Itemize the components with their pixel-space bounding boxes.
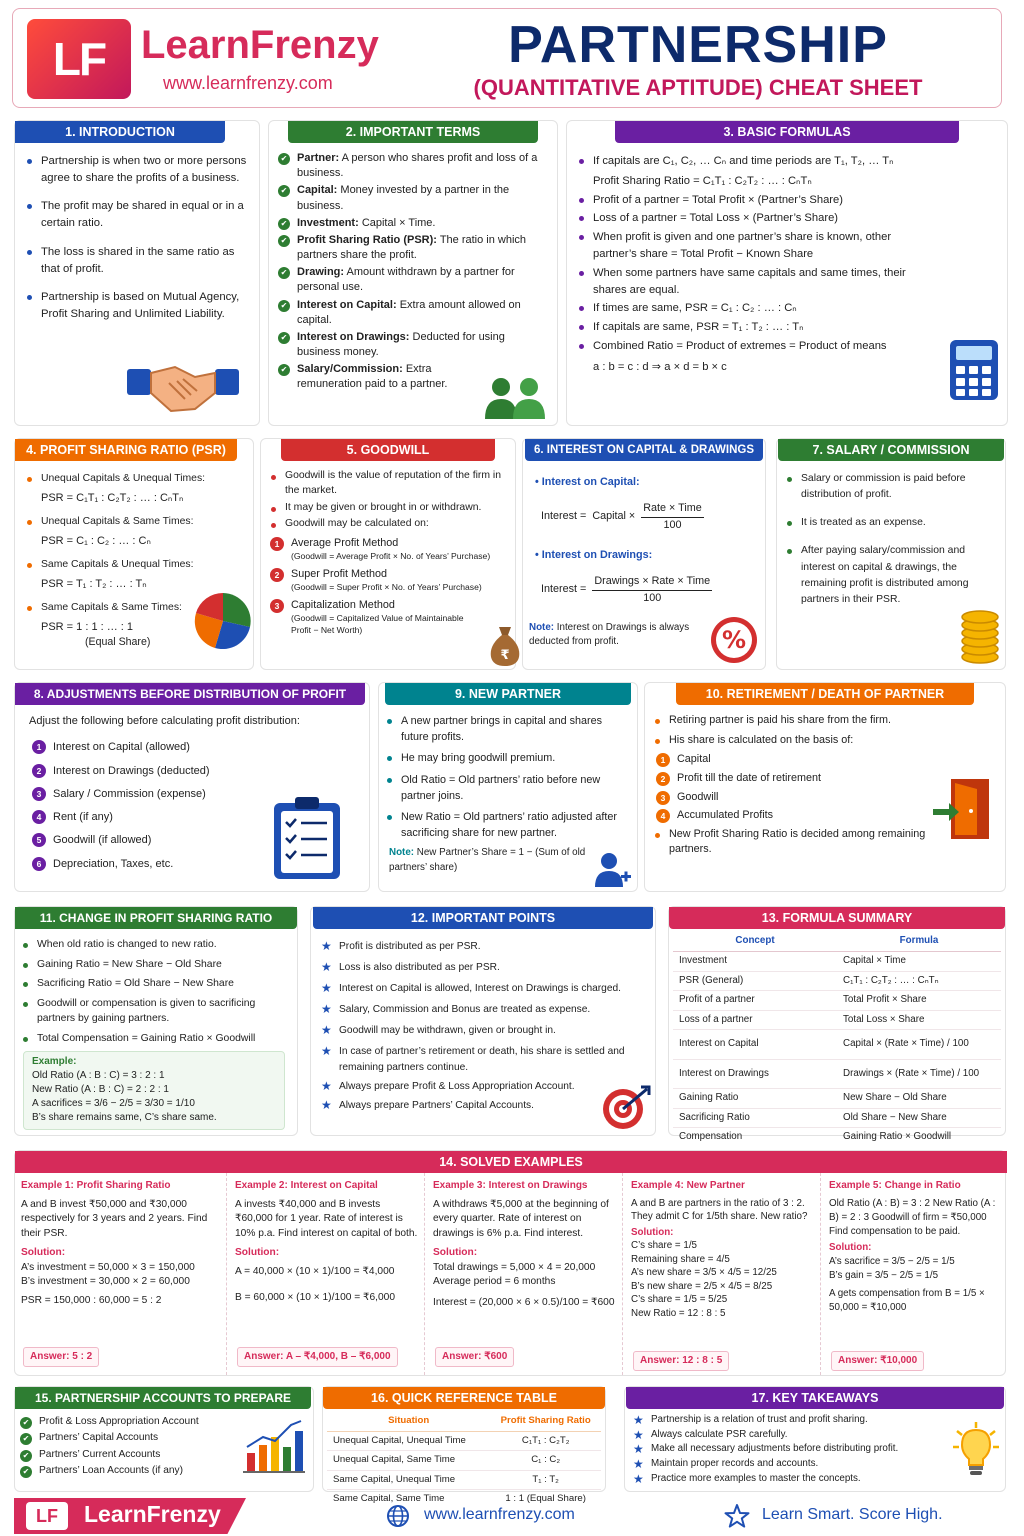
section-title: 12. IMPORTANT POINTS (313, 907, 653, 929)
footer (14, 1498, 1010, 1534)
list-item: The profit may be shared in equal or in a certain ratio. (19, 198, 251, 231)
section-key-takeaways (624, 1386, 1006, 1492)
list-item: Total Compensation = Gaining Ratio × Goodwill (15, 1031, 291, 1047)
logo-text: LF (52, 33, 106, 85)
section-title: 17. KEY TAKEAWAYS (626, 1387, 1004, 1409)
adjustment-item: 2 Interest on Drawings (deducted) (29, 763, 361, 779)
formula-item: Profit of a partner = Total Profit × (Partner’s Share) (571, 192, 931, 209)
table-header: Situation (327, 1411, 490, 1432)
takeaway-item: ★ Make all necessary adjustments before distributing profit. (629, 1442, 945, 1456)
table-header: Concept (673, 931, 837, 952)
lightbulb-icon (953, 1421, 999, 1477)
list-item: After paying salary/commission and interest on capital & drawings, the remaining profit is distributed among partners in their PSR. (779, 543, 999, 608)
svg-text:₹: ₹ (500, 648, 510, 663)
list-item: It may be given or brought in or withdrawn. (263, 501, 509, 516)
calculator-icon (949, 339, 999, 401)
table-row: Interest on Capital Capital × (Rate × Time) / 100 (673, 1030, 1001, 1059)
globe-icon (386, 1504, 410, 1528)
section-title: 11. CHANGE IN PROFIT SHARING RATIO (15, 907, 297, 929)
psr-item: Unequal Capitals & Unequal Times: PSR = C₁T₁ : C₂T₂ : … : CₙTₙ (19, 471, 247, 506)
section-title: 2. IMPORTANT TERMS (288, 121, 538, 143)
term-item: ✔ Interest on Drawings: Deducted for using business money. (275, 330, 549, 360)
interest-note: Note: Interest on Drawings is always deducted from profit. (529, 621, 690, 648)
example-2: Example 2: Interest on Capital A invests ₹40,000 and B invests ₹60,000 for 1 year. Rate of interest is 10% p.a. Find interest on capital of both. Solution: A = 40,000 × (10 × 1)/100 = ₹4,000 B = 60,000 × (10 × 1)/100 = ₹6,000 Answer: A – ₹4,000, B – ₹6,000 (229, 1173, 425, 1375)
ratio-formula: a : b = c : d ⇒ a × d = b × c (593, 360, 727, 373)
adjustment-item: 3 Salary / Commission (expense) (29, 786, 361, 802)
list-item: Gaining Ratio = New Share − Old Share (15, 957, 291, 973)
svg-text:%: % (721, 626, 747, 654)
section-title: 13. FORMULA SUMMARY (669, 907, 1005, 929)
list-item: When old ratio is changed to new ratio. (15, 937, 291, 953)
money-bag-icon (487, 623, 523, 667)
point-item: ★ Goodwill may be withdrawn, given or brought in. (317, 1023, 649, 1038)
percent-icon (709, 615, 759, 665)
formula-item: When some partners have same capitals and same times, their shares are equal. (571, 265, 931, 299)
partners-icon (479, 373, 551, 421)
point-item: ★ Salary, Commission and Bonus are treated as expense. (317, 1002, 649, 1017)
section-change-psr (14, 906, 298, 1136)
pie-chart-icon (193, 591, 253, 651)
clipboard-icon (271, 795, 343, 881)
list-item: Salary or commission is paid before distribution of profit. (779, 471, 999, 503)
table-row: Same Capital, Unequal Time T₁ : T₂ (327, 1470, 601, 1489)
table-row: Interest on Drawings Drawings × (Rate × Time) / 100 (673, 1059, 1001, 1088)
formula-item: If times are same, PSR = C₁ : C₂ : … : Cₙ (571, 300, 931, 317)
list-item: His share is calculated on the basis of: (647, 733, 997, 749)
list-item: Sacrificing Ratio = Old Share − New Share (15, 976, 291, 992)
list-item: Old Ratio = Old partners’ ratio before new partner joins. (379, 772, 629, 804)
answer-badge: Answer: ₹10,000 (831, 1351, 924, 1371)
takeaway-item: ★ Partnership is a relation of trust and profit sharing. (629, 1413, 945, 1427)
account-item: ✔ Partners’ Current Accounts (17, 1448, 307, 1462)
table-row: Loss of a partner Total Loss × Share (673, 1010, 1001, 1029)
point-item: ★ In case of partner’s retirement or death, his share is settled and remaining partners continue. (317, 1044, 649, 1074)
formula-item: If capitals are C₁, C₂, … Cₙ and time periods are T₁, T₂, … Tₙ Profit Sharing Ratio = C₁T₁ : C₂T₂ : … : CₙTₙ (571, 153, 931, 190)
table-row: Gaining Ratio New Share − Old Share (673, 1089, 1001, 1108)
new-partner-note: Note: New Partner’s Share = 1 − (Sum of old partners’ share) (389, 847, 586, 873)
adjustment-item: 5 Goodwill (if allowed) (29, 832, 361, 848)
section-title: 1. INTRODUCTION (15, 121, 225, 143)
answer-badge: Answer: 12 : 8 : 5 (633, 1351, 729, 1371)
table-row: Same Capital, Same Time 1 : 1 (Equal Share) (333, 1492, 586, 1504)
list-item: New Ratio = Old partners’ ratio adjusted after sacrificing share for new partner. (379, 809, 629, 841)
example-5: Example 5: Change in Ratio Old Ratio (A : B) = 3 : 2 New Ratio (A : B) = 2 : 3 Goodwill of firm = ₹50,000 Find compensation to be paid. Solution: A’s sacrifice = 3/5 − 2/5 = 1/5 B’s gain = 3/5 − 2/5 = 1/5 A gets compensation from B = 1/5 × 50,000 = ₹10,000 Answer: ₹10,000 (823, 1173, 1007, 1375)
section-title: 14. SOLVED EXAMPLES (15, 1151, 1007, 1173)
logo-mark (27, 19, 131, 99)
formula-item: If capitals are same, PSR = T₁ : T₂ : … : Tₙ (571, 319, 931, 336)
section-retirement (644, 682, 1006, 892)
account-item: ✔ Partners’ Loan Accounts (if any) (17, 1464, 307, 1478)
point-item: ★ Loss is also distributed as per PSR. (317, 960, 649, 975)
method-item: 2 Super Profit Method (Goodwill = Super Profit × No. of Years’ Purchase) (267, 567, 509, 594)
term-item: ✔ Profit Sharing Ratio (PSR): The ratio in which partners share the profit. (275, 233, 549, 263)
list-item: Goodwill may be calculated on: (263, 517, 509, 532)
section-accounts (14, 1386, 314, 1492)
table-row: Profit of a partner Total Profit × Share (673, 991, 1001, 1010)
basis-item: 4 Accumulated Profits (653, 808, 997, 824)
basis-item: 2 Profit till the date of retirement (653, 771, 997, 787)
section-salary (776, 438, 1006, 670)
term-item: ✔ Capital: Money invested by a partner in the business. (275, 183, 549, 213)
adjustment-item: 1 Interest on Capital (allowed) (29, 739, 361, 755)
list-item: Goodwill or compensation is given to sacrificing partners by gaining partners. (15, 996, 291, 1027)
reference-table (327, 1411, 601, 1508)
example-box: Example: Old Ratio (A : B : C) = 3 : 2 : 1 New Ratio (A : B : C) = 2 : 2 : 1 A sacrifices = 3/6 − 2/5 = 3/30 = 1/10 B’s share remains same, C’s share same. (23, 1051, 285, 1130)
answer-badge: Answer: 5 : 2 (23, 1347, 99, 1368)
answer-badge: Answer: ₹600 (435, 1347, 514, 1368)
point-item: ★ Profit is distributed as per PSR. (317, 939, 649, 954)
takeaway-item: ★ Maintain proper records and accounts. (629, 1457, 945, 1471)
formula-table (673, 931, 1001, 1147)
list-item: The loss is shared in the same ratio as that of profit. (19, 244, 251, 277)
section-adjustments (14, 682, 370, 892)
section-goodwill (260, 438, 516, 670)
section-title: 3. BASIC FORMULAS (615, 121, 959, 143)
list-item: It is treated as an expense. (779, 515, 999, 531)
table-header: Profit Sharing Ratio (490, 1411, 601, 1432)
section-important-terms (268, 120, 558, 426)
psr-item: Same Capitals & Same Times: PSR = 1 : 1 : … : 1 (Equal Share) (19, 600, 247, 651)
section-title: 7. SALARY / COMMISSION (778, 439, 1004, 461)
table-header: Formula (837, 931, 1001, 952)
list-item: A new partner brings in capital and shares future profits. (379, 713, 629, 745)
list-item: He may bring goodwill premium. (379, 750, 629, 766)
table-row: Sacrificing Ratio Old Share − New Share (673, 1108, 1001, 1127)
section-interest (522, 438, 766, 670)
footer-logo: LF (26, 1502, 68, 1530)
handshake-icon (125, 353, 241, 419)
section-title: 6. INTEREST ON CAPITAL & DRAWINGS (525, 439, 763, 461)
list-item: Partnership is based on Mutual Agency, Profit Sharing and Unlimited Liability. (19, 289, 251, 322)
section-title: 4. PROFIT SHARING RATIO (PSR) (15, 439, 237, 461)
term-item: ✔ Partner: A person who shares profit and loss of a business. (275, 151, 549, 181)
section-title: 16. QUICK REFERENCE TABLE (323, 1387, 605, 1409)
term-item: ✔ Investment: Capital × Time. (275, 216, 549, 231)
list-item: Goodwill is the value of reputation of the firm in the market. (263, 469, 509, 499)
takeaway-item: ★ Always calculate PSR carefully. (629, 1428, 945, 1442)
adjustments-intro: Adjust the following before calculating profit distribution: (29, 715, 300, 727)
method-item: 3 Capitalization Method (Goodwill = Capitalized Value of Maintainable Profit − Net Worth) (267, 598, 509, 637)
formula-item: Loss of a partner = Total Loss × (Partner’s Share) (571, 210, 931, 227)
psr-item: Same Capitals & Unequal Times: PSR = T₁ : T₂ : … : Tₙ (19, 557, 247, 592)
interest-drawings-heading: • Interest on Drawings: (535, 548, 653, 561)
section-new-partner (378, 682, 638, 892)
section-title: 15. PARTNERSHIP ACCOUNTS TO PREPARE (15, 1387, 311, 1409)
footer-tagline: Learn Smart. Score High. (762, 1506, 943, 1523)
exit-door-icon (931, 775, 993, 841)
section-important-points (310, 906, 656, 1136)
star-icon (724, 1503, 750, 1529)
section-title: 9. NEW PARTNER (385, 683, 631, 705)
section-title: 5. GOODWILL (281, 439, 495, 461)
target-icon (601, 1085, 651, 1131)
table-row: Compensation Gaining Ratio × Goodwill (679, 1131, 952, 1143)
table-row: Unequal Capital, Unequal Time C₁T₁ : C₂T₂ (327, 1432, 601, 1451)
basis-item: 1 Capital (653, 752, 997, 768)
method-item: 1 Average Profit Method (Goodwill = Average Profit × No. of Years’ Purchase) (267, 536, 509, 563)
section-quick-reference (322, 1386, 606, 1504)
example-3: Example 3: Interest on Drawings A withdraws ₹5,000 at the beginning of every quarter. Rate of interest on drawings is 6% p.a. Find interest. Solution: Total drawings = 5,000 × 4 = 20,000 Average period = 6 months Interest = (20,000 × 6 × 0.5)/100 = ₹600 Answer: ₹600 (427, 1173, 623, 1375)
psr-formula: Profit Sharing Ratio = C₁T₁ : C₂T₂ : … : CₙTₙ (593, 174, 812, 187)
psr-item: Unequal Capitals & Same Times: PSR = C₁ : C₂ : … : Cₙ (19, 514, 247, 549)
interest-capital-heading: • Interest on Capital: (535, 476, 640, 488)
account-item: ✔ Partners’ Capital Accounts (17, 1431, 307, 1445)
point-item: ★ Always prepare Partners’ Capital Accounts. (317, 1098, 649, 1113)
takeaway-item: ★ Practice more examples to master the concepts. (629, 1472, 945, 1486)
list-item: Retiring partner is paid his share from the firm. (647, 713, 997, 729)
coins-icon (959, 607, 1001, 665)
page-subtitle: (QUANTITATIVE APTITUDE) CHEAT SHEET (473, 75, 923, 100)
header (12, 8, 1002, 108)
equal-share-note: (Equal Share) (85, 636, 151, 649)
section-title: 8. ADJUSTMENTS BEFORE DISTRIBUTION OF PROFIT (15, 683, 365, 705)
point-item: ★ Always prepare Profit & Loss Appropriation Account. (317, 1079, 649, 1094)
section-introduction (14, 120, 260, 426)
section-formula-summary (668, 906, 1006, 1143)
table-row: Investment Capital × Time (673, 952, 1001, 971)
account-item: ✔ Profit & Loss Appropriation Account (17, 1415, 307, 1429)
answer-badge: Answer: A – ₹4,000, B – ₹6,000 (237, 1347, 398, 1368)
adjustment-item: 4 Rent (if any) (29, 809, 361, 825)
table-row: Unequal Capital, Same Time C₁ : C₂ (327, 1451, 601, 1470)
section-title: 10. RETIREMENT / DEATH OF PARTNER (676, 683, 974, 705)
add-user-icon (593, 851, 633, 889)
term-item: ✔ Drawing: Amount withdrawn by a partner for personal use. (275, 265, 549, 295)
list-item: New Profit Sharing Ratio is decided among remaining partners. (647, 827, 997, 858)
formula-item: When profit is given and one partner’s share is known, other partner’s share = Total Profit − Known Share (571, 229, 931, 263)
table-row: PSR (General) C₁T₁ : C₂T₂ : … : CₙTₙ (673, 971, 1001, 990)
point-item: ★ Interest on Capital is allowed, Interest on Drawings is charged. (317, 981, 649, 996)
section-solved-examples (14, 1150, 1006, 1376)
brand-name: LearnFrenzy (141, 23, 379, 67)
section-psr (14, 438, 254, 670)
interest-drawings-formula: Interest = Drawings × Rate × Time 100 (541, 574, 711, 604)
footer-brand-name: LearnFrenzy (84, 1501, 221, 1527)
page-title: PARTNERSHIP (508, 16, 888, 74)
example-1: Example 1: Profit Sharing Ratio A and B invest ₹50,000 and ₹30,000 respectively for 3 years and 2 years. Find their PSR. Solution: A’s investment = 50,000 × 3 = 150,000 B’s investment = 30,000 × 2 = 60,000 PSR = 150,000 : 60,000 = 5 : 2 Answer: 5 : 2 (15, 1173, 227, 1375)
brand-url[interactable]: www.learnfrenzy.com (163, 73, 333, 93)
footer-url[interactable]: www.learnfrenzy.com (424, 1506, 575, 1523)
term-item: ✔ Interest on Capital: Extra amount allowed on capital. (275, 298, 549, 328)
adjustment-item: 6 Depreciation, Taxes, etc. (29, 856, 361, 872)
term-item: ✔ Salary/Commission: Extra remuneration paid to a partner. (275, 362, 549, 392)
section-basic-formulas (566, 120, 1008, 426)
basis-item: 3 Goodwill (653, 790, 997, 806)
list-item: Partnership is when two or more persons agree to share the profits of a business. (19, 153, 251, 186)
bar-chart-icon (241, 1417, 305, 1475)
interest-capital-formula: Interest = Capital × Rate × Time 100 (541, 501, 702, 531)
formula-item: Combined Ratio = Product of extremes = Product of means a : b = c : d ⇒ a × d = b × c (571, 338, 931, 376)
example-4: Example 4: New Partner A and B are partners in the ratio of 3 : 2. They admit C for 1/5th share. New ratio? Solution: C’s share = 1/5 Remaining share = 4/5 A’s new share = 3/5 × 4/5 = 12/25 B’s new share = 2/5 × 4/5 = 8/25 C’s share = 1/5 = 5/25 New Ratio = 12 : 8 : 5 Answer: 12 : 8 : 5 (625, 1173, 821, 1375)
